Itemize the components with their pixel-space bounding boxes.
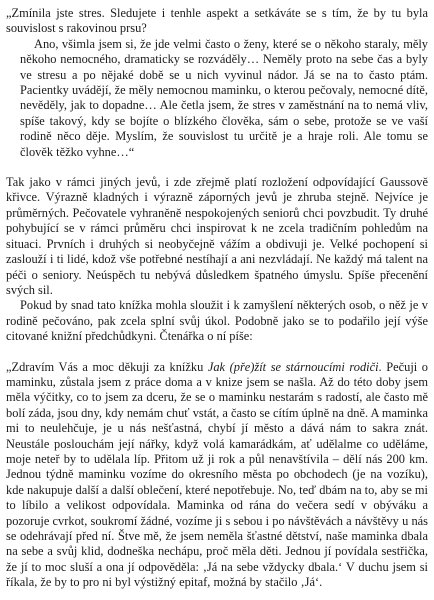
- paragraph-gap: [6, 160, 428, 175]
- quote-question: „Zmínila jste stres. Sledujete i tenhle aspekt a setkáváte se s tím, že by tu byla souvislost s rakovinou prsu?: [6, 6, 428, 36]
- quote-interview: [6, 6, 428, 160]
- book-title: Jak (pře)žít se stárnoucími rodiči: [207, 359, 379, 374]
- paragraph-gap: [6, 345, 428, 360]
- body-paragraph: Tak jako v rámci jiných jevů, i zde zřejmě platí rozložení odpovídající Gaussově křivce. Výrazně kladných i výrazně záporných jevů je zhruba stejně. Nejvíce je průměrných. Pečovatele vyhraněně nespokojených seniorů chci povzbudit. Ty druhé pohybující se v rámci průměru chci inspirovat k ne zcela tradičním pohledům na situaci. Prvních i druhých si neobyčejně vážím a obdivuji je. Velké pochopení si zaslouží i ti lidé, kdož vše potřebné nestíhají a ani nezvládají. Ne každý má talent na péči o seniory. Neúspěch tu nebývá důsledkem špatného úmyslu. Spíše přecenění svých sil.: [6, 175, 428, 297]
- quote-reader-letter: [6, 360, 428, 591]
- reader-letter-paragraph: [6, 360, 428, 591]
- letter-body: . Pečuji o maminku, zůstala jsem z práce doma a v knize jsem se našla. Až do této doby jsem měla výčitky, co to jsem za dceru, že se o maminku nestarám s radostí, ale často mě bolí záda, jsou dny, kdy nemám chuť vstát, a často se cítím úplně na dně. A maminka mi to neulehčuje, je u nás nešťastná, chybí jí město a dává nám to sakra znát. Neustále poslouchám její nářky, když volá kamarádkám, ať udělalme co uděláme, moje neteř by to udělala líp. Přitom už ji rok a půl nenavštívila – dělí nás 200 km. Jednou týdně maminku vozíme do okresního města po obchodech (je na vozíku), kde nakupuje další a další oblečení, které nepotřebuje. No, teď dbám na to, aby se mi to líbilo a velikost odpovídala. Maminka od rána do večera sedí v obýváku a pozoruje cvrkot, soukromí žádné, vozíme ji s sebou i po návštěvách a návštěvy u nás se odehrávají před ní. Štve mě, že jsem neměla šťastné dětství, naše maminka dbala na sebe a svůj klid, dodneška nechápu, proč měla děti. Jednou jí povídala sestřička, že jí to moc sluší a ona jí odpověděla: ‚Já na sebe vždycky dbala.‘ V duchu jsem si říkala, že by to pro ni byl výstižný epitaf, možná by stačilo ‚Já‘.: [6, 359, 428, 590]
- letter-lead: „Zdravím Vás a moc děkuji za knížku: [6, 359, 208, 374]
- body-paragraph: Pokud by snad tato knížka mohla sloužit i k zamyšlení některých osob, o něž je v rodině pečováno, pak zcela splní svůj úkol. Podobně jako se to podařilo její výše citované knižní předchůdkyni. Čtenářka o ní píše:: [6, 298, 428, 344]
- main-text: [6, 175, 428, 344]
- quote-answer: Ano, všimla jsem si, že jde velmi často o ženy, které se o někoho staraly, měly někoho nemocného, dramaticky se rozváděly… Neměly proto na sebe čas a byly ve stresu a po nějaké době se u nich vyvinul nádor. Já se na to často ptám. Pacientky uvádějí, že měly nemocnou maminku, o kterou pečovaly, nemocné dítě, nevěděly, jak to dopadne… Ale četla jsem, že stres v zaměstnání na to nemá vliv, spíše takový, kdy se bojíte o blízkého člověka, sám o sebe, protože se ve vaší rodině něco děje. Myslím, že souvislost tu určitě je a hraje roli. Ale tomu se člověk těžko vyhne…“: [20, 36, 428, 159]
